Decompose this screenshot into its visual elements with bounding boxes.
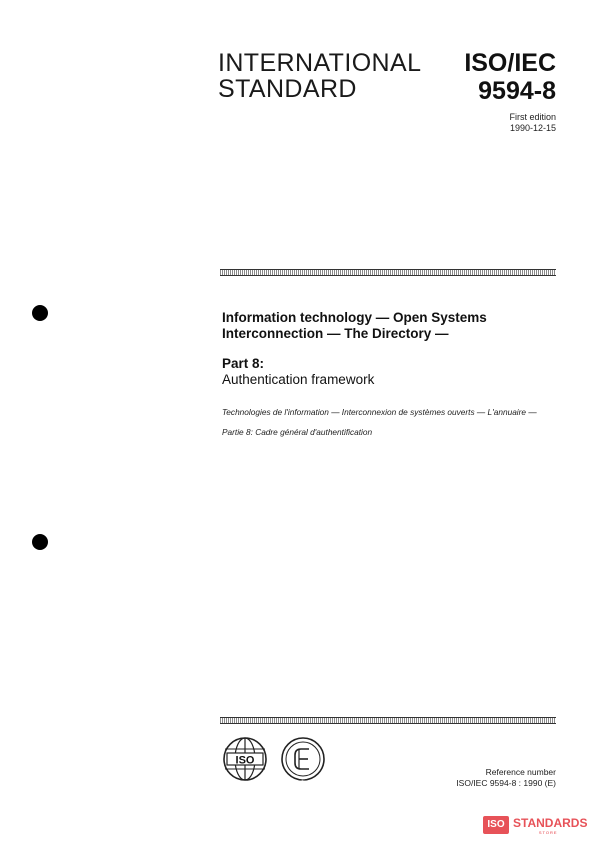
punch-hole-bottom [32, 534, 48, 550]
document-type [218, 50, 421, 102]
iso-logo [221, 735, 269, 783]
document-type-line2: STANDARD [218, 75, 357, 103]
reference-label: Reference number [485, 767, 556, 777]
main-title [222, 310, 487, 342]
punch-hole-top [32, 305, 48, 321]
store-sub: STORE [538, 830, 558, 835]
standard-number [464, 49, 556, 105]
standard-number-line2: 9594-8 [478, 77, 556, 105]
bottom-divider-rule [220, 717, 556, 724]
iso-logo-text: ISO [235, 754, 255, 767]
standard-number-line1: ISO/IEC [464, 49, 556, 77]
iec-logo-text: IEC [301, 780, 305, 782]
iso-globe-icon [221, 735, 269, 783]
french-title-line1: Technologies de l'information — Interconnexion de systèmes ouverts — L'annuaire — [222, 407, 537, 417]
reference-block [456, 767, 556, 789]
main-title-line2: Interconnection — The Directory — [222, 326, 449, 341]
top-divider-rule [220, 269, 556, 276]
store-name: STANDARDS [513, 816, 588, 830]
part-label: Part 8: [222, 356, 265, 371]
edition-date: 1990-12-15 [509, 123, 556, 133]
store-iso-badge: ISO [483, 816, 509, 834]
edition-info [509, 112, 556, 134]
iec-logo [279, 735, 327, 783]
document-type-line1: INTERNATIONAL [218, 49, 422, 77]
part-subtitle: Authentication framework [222, 372, 375, 387]
french-title-line2: Partie 8: Cadre général d'authentification [222, 427, 373, 437]
reference-number: ISO/IEC 9594-8 : 1990 (E) [456, 778, 556, 788]
main-title-line1: Information technology — Open Systems [222, 310, 487, 325]
store-watermark [483, 816, 587, 838]
iec-emblem-icon [279, 735, 327, 783]
store-name-block [509, 816, 587, 835]
edition-label: First edition [509, 112, 556, 122]
